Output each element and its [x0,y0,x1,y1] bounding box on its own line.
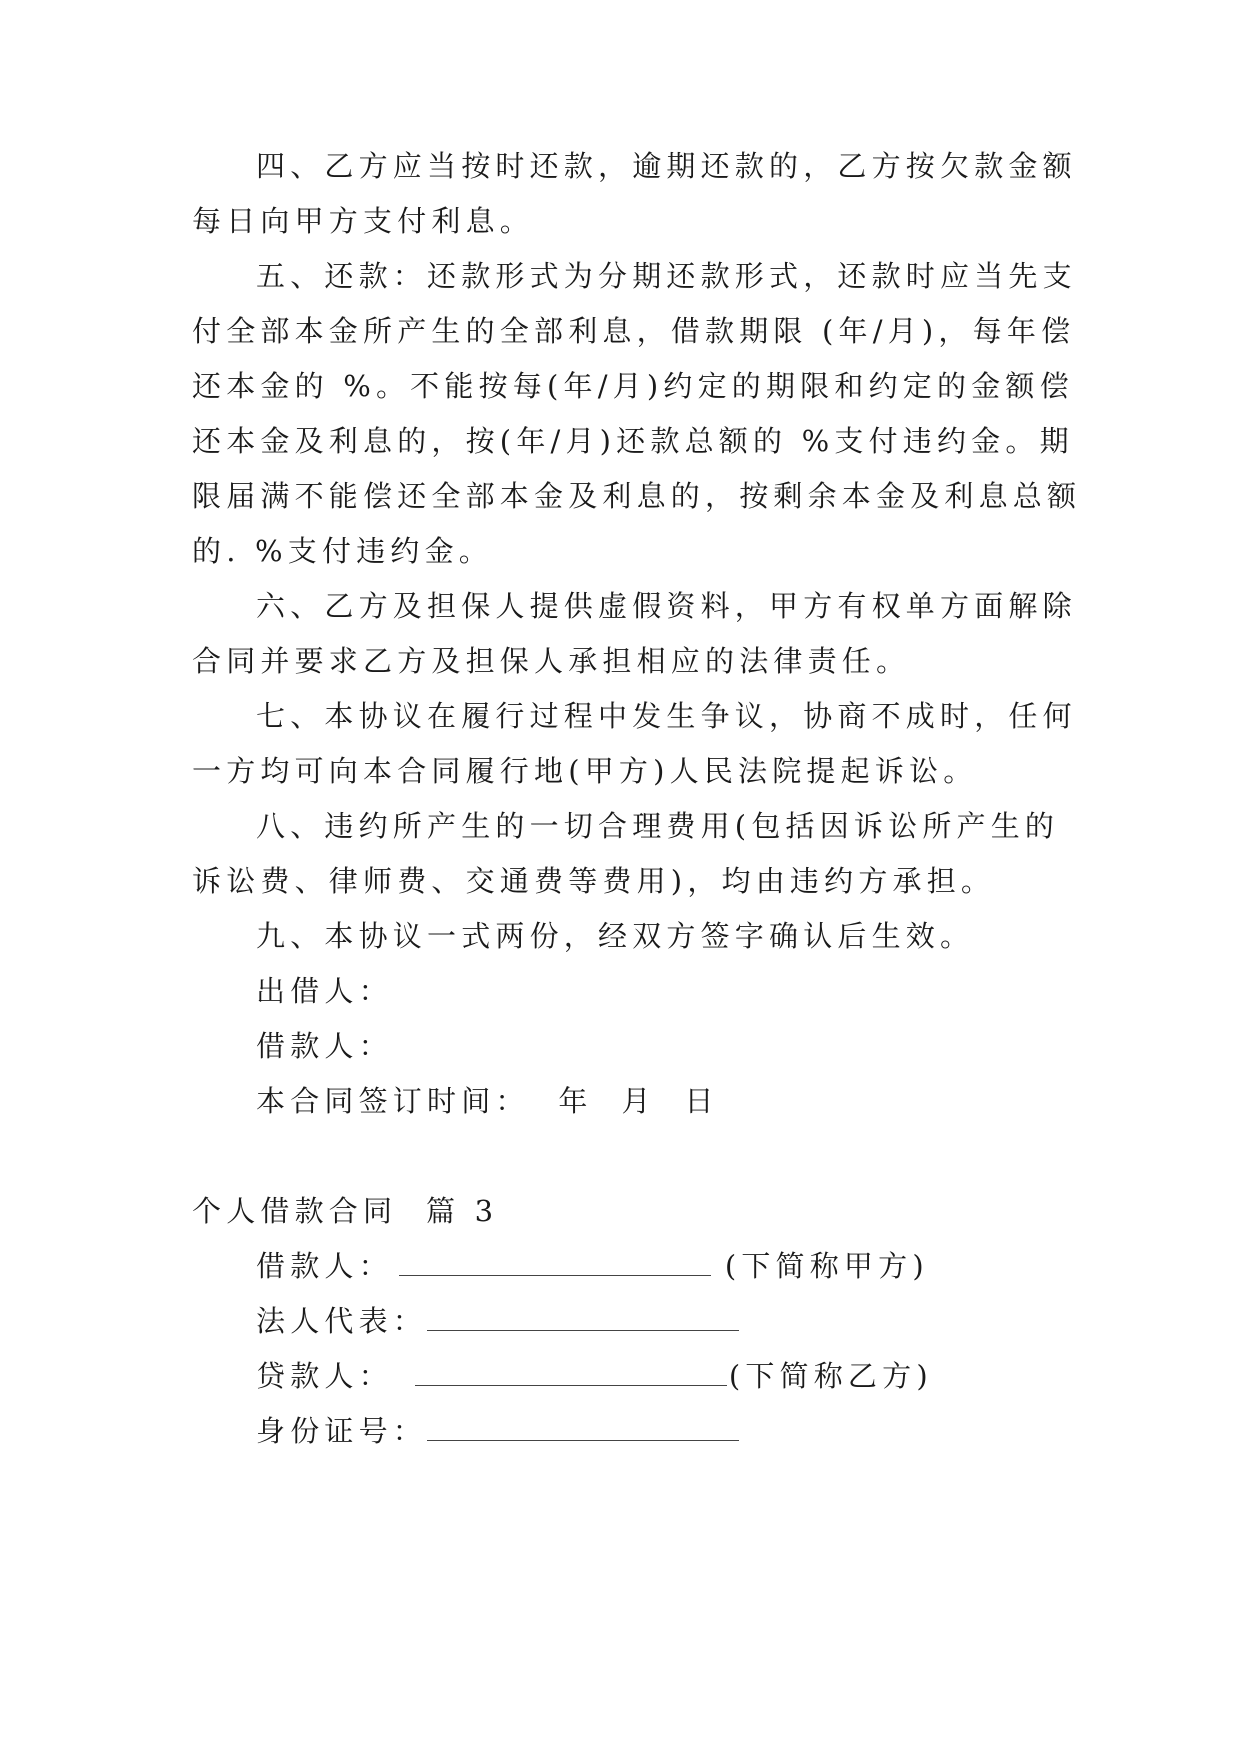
borrower-suffix: (下简称甲方) [724,1249,929,1283]
clause-4-line-2: 每日向甲方支付利息。 [192,204,535,238]
signature-borrower: 借款人： [256,1029,393,1063]
clause-6-line-1: 六、乙方及担保人提供虚假资料，甲方有权单方面解除 [256,589,1077,623]
borrower-row [256,1248,929,1284]
clause-5-line-1: 五、还款：还款形式为分期还款形式，还款时应当先支 [256,259,1077,293]
borrower-label: 借款人： [256,1249,393,1283]
legal-rep-blank[interactable] [427,1306,739,1331]
lender-blank[interactable] [415,1361,727,1386]
id-blank[interactable] [427,1416,739,1441]
clause-7-line-1: 七、本协议在履行过程中发生争议，协商不成时，任何 [256,699,1077,733]
lender-row [256,1358,933,1394]
section-3-title: 个人借款合同 篇 3 [192,1194,499,1228]
legal-rep-row [256,1303,739,1339]
clause-5-line-6: 的. %支付违约金。 [192,534,493,568]
id-row [256,1413,739,1449]
clause-5-line-4: 还本金及利息的，按(年/月)还款总额的 %支付违约金。期 [192,424,1074,458]
lender-suffix: (下简称乙方) [728,1359,933,1393]
id-label: 身份证号： [256,1414,428,1448]
clause-7-line-2: 一方均可向本合同履行地(甲方)人民法院提起诉讼。 [192,754,978,788]
clause-5-line-3: 还本金的 %。不能按每(年/月)约定的期限和约定的金额偿 [192,369,1074,403]
clause-9: 九、本协议一式两份，经双方签字确认后生效。 [256,919,975,953]
clause-8-line-1: 八、违约所产生的一切合理费用(包括因诉讼所产生的 [256,809,1060,843]
signature-lender: 出借人： [256,974,393,1008]
clause-4-line-1: 四、乙方应当按时还款，逾期还款的，乙方按欠款金额 [256,149,1077,183]
clause-8-line-2: 诉讼费、律师费、交通费等费用)，均由违约方承担。 [192,864,996,898]
signature-date: 本合同签订时间： 年 月 日 [256,1084,719,1118]
clause-5-line-2: 付全部本金所产生的全部利息，借款期限 (年/月)，每年偿 [192,314,1076,348]
legal-rep-label: 法人代表： [256,1304,428,1338]
clause-5-line-5: 限届满不能偿还全部本金及利息的，按剩余本金及利息总额 [192,479,1082,513]
borrower-blank[interactable] [399,1251,711,1276]
clause-6-line-2: 合同并要求乙方及担保人承担相应的法律责任。 [192,644,911,678]
lender-label: 贷款人： [256,1359,393,1393]
